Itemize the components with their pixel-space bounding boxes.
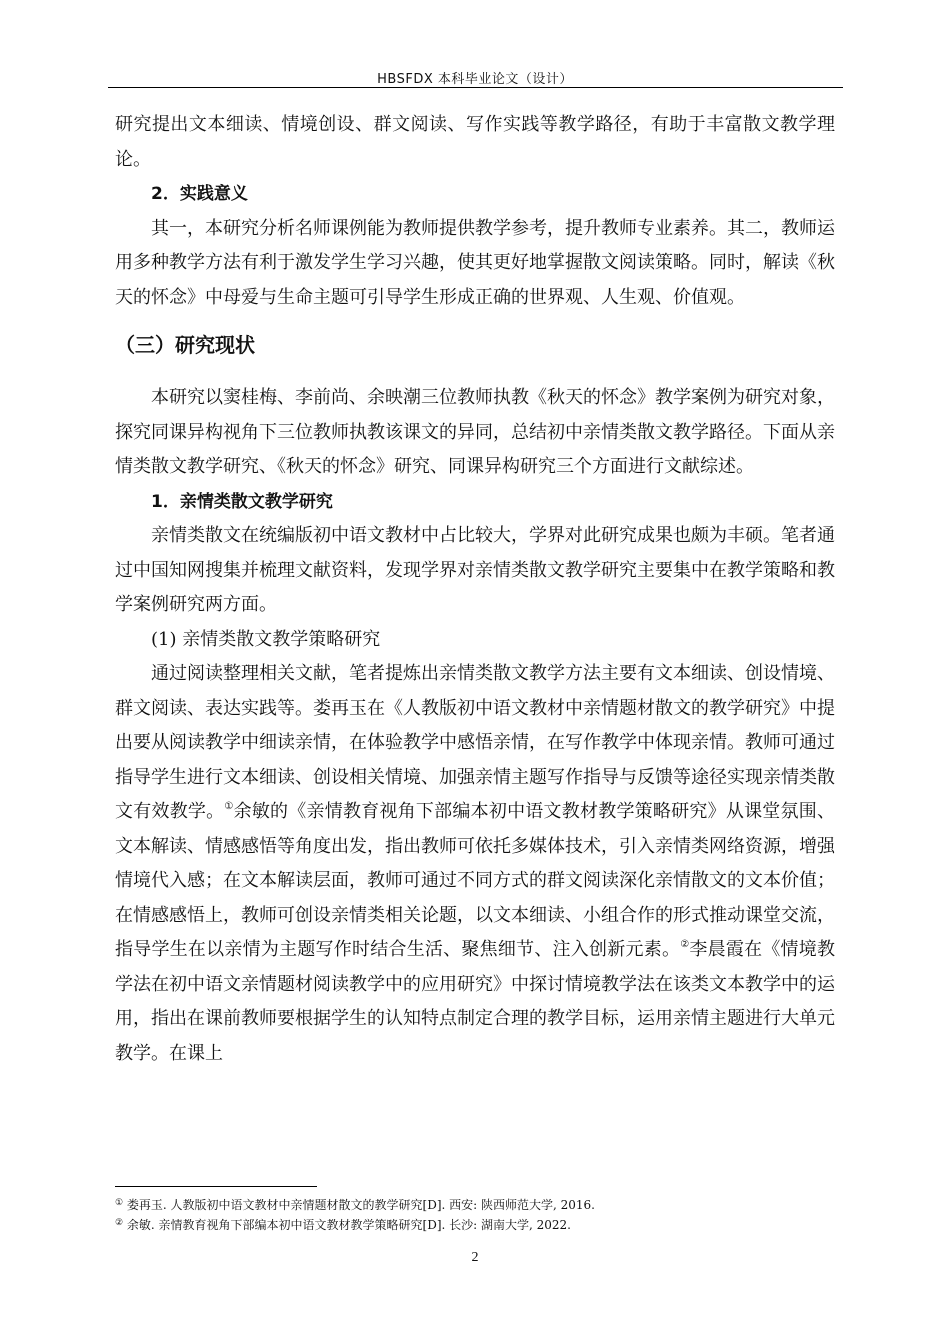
footnote — [115, 1195, 835, 1215]
paragraph — [115, 657, 835, 1071]
footnotes — [115, 1195, 835, 1235]
footnote-text: 余敏. 亲情教育视角下部编本初中语文教材教学策略研究[D]. 长沙: 湖南大学, 2022. — [126, 1218, 571, 1232]
footnote-marker[interactable]: ① — [224, 801, 234, 812]
footnote-text: 娄再玉. 人教版初中语文教材中亲情题材散文的教学研究[D]. 西安: 陕西师范大学, 2016. — [126, 1198, 595, 1212]
paragraph-text: 李晨霞在《情境教学法在初中语文亲情题材阅读教学中的应用研究》中探讨情境教学法在该类文本教学中的运用，指出在课前教师要根据学生的认知特点制定合理的教学目标，运用亲情主题进行大单元教学。在课上 — [115, 939, 836, 1064]
paragraph: 亲情类散文在统编版初中语文教材中占比较大，学界对此研究成果也颇为丰硕。笔者通过中国知网搜集并梳理文献资料，发现学界对亲情类散文教学研究主要集中在教学策略和教学案例研究两方面。 — [115, 525, 835, 615]
footnote-rule — [115, 1186, 317, 1187]
footnote-mark: ① — [115, 1198, 124, 1208]
footnote-mark: ② — [115, 1218, 124, 1228]
header-rule — [108, 87, 843, 88]
running-header: HBSFDX 本科毕业论文（设计） — [377, 72, 573, 87]
footnote-marker[interactable]: ② — [680, 939, 690, 950]
paragraph: 研究提出文本细读、情境创设、群文阅读、写作实践等教学路径，有助于丰富散文教学理论。 — [115, 114, 835, 170]
body-text — [115, 108, 835, 1071]
footnote — [115, 1215, 835, 1235]
subheading-family-prose-teaching: 1．亲情类散文教学研究 — [151, 491, 333, 512]
subheading-practical-significance: 2．实践意义 — [151, 184, 248, 204]
subheading-teaching-strategy: (1) 亲情类散文教学策略研究 — [151, 628, 381, 650]
paragraph-text: 余敏的《亲情教育视角下部编本初中语文教材教学策略研究》从课堂氛围、文本解读、情感感悟等角度出发，指出教师可依托多媒体技术，引入亲情类网络资源，增强情境代入感；在文本解读层面，教师可通过不同方式的群文阅读深化亲情散文的文本价值；在情感感悟上，教师可创设亲情类相关论题，以文本细读、小组合作的形式推动课堂交流，指导学生在以亲情为主题写作时结合生活、聚焦细节、注入创新元素。 — [115, 801, 836, 960]
paragraph-text: 通过阅读整理相关文献，笔者提炼出亲情类散文教学方法主要有文本细读、创设情境、群文阅读、表达实践等。娄再玉在《人教版初中语文教材中亲情题材散文的教学研究》中提出要从阅读教学中细读亲情，在体验教学中感悟亲情，在写作教学中体现亲情。教师可通过指导学生进行文本细读、创设相关情境、加强亲情主题写作指导与反馈等途径实现亲情类散文有效教学。 — [115, 663, 835, 822]
paragraph: 其一，本研究分析名师课例能为教师提供教学参考，提升教师专业素养。其二，教师运用多种教学方法有利于激发学生学习兴趣，使其更好地掌握散文阅读策略。同时，解读《秋天的怀念》中母爱与生命主题可引导学生形成正确的世界观、人生观、价值观。 — [115, 217, 835, 308]
section-heading-research-status: （三）研究现状 — [115, 333, 255, 357]
paragraph: 本研究以窦桂梅、李前尚、余映潮三位教师执教《秋天的怀念》教学案例为研究对象，探究同课异构视角下三位教师执教该课文的异同，总结初中亲情类散文教学路径。下面从亲情类散文教学研究、《秋天的怀念》研究、同课异构研究三个方面进行文献综述。 — [115, 387, 835, 477]
page-number: 2 — [471, 1250, 479, 1265]
